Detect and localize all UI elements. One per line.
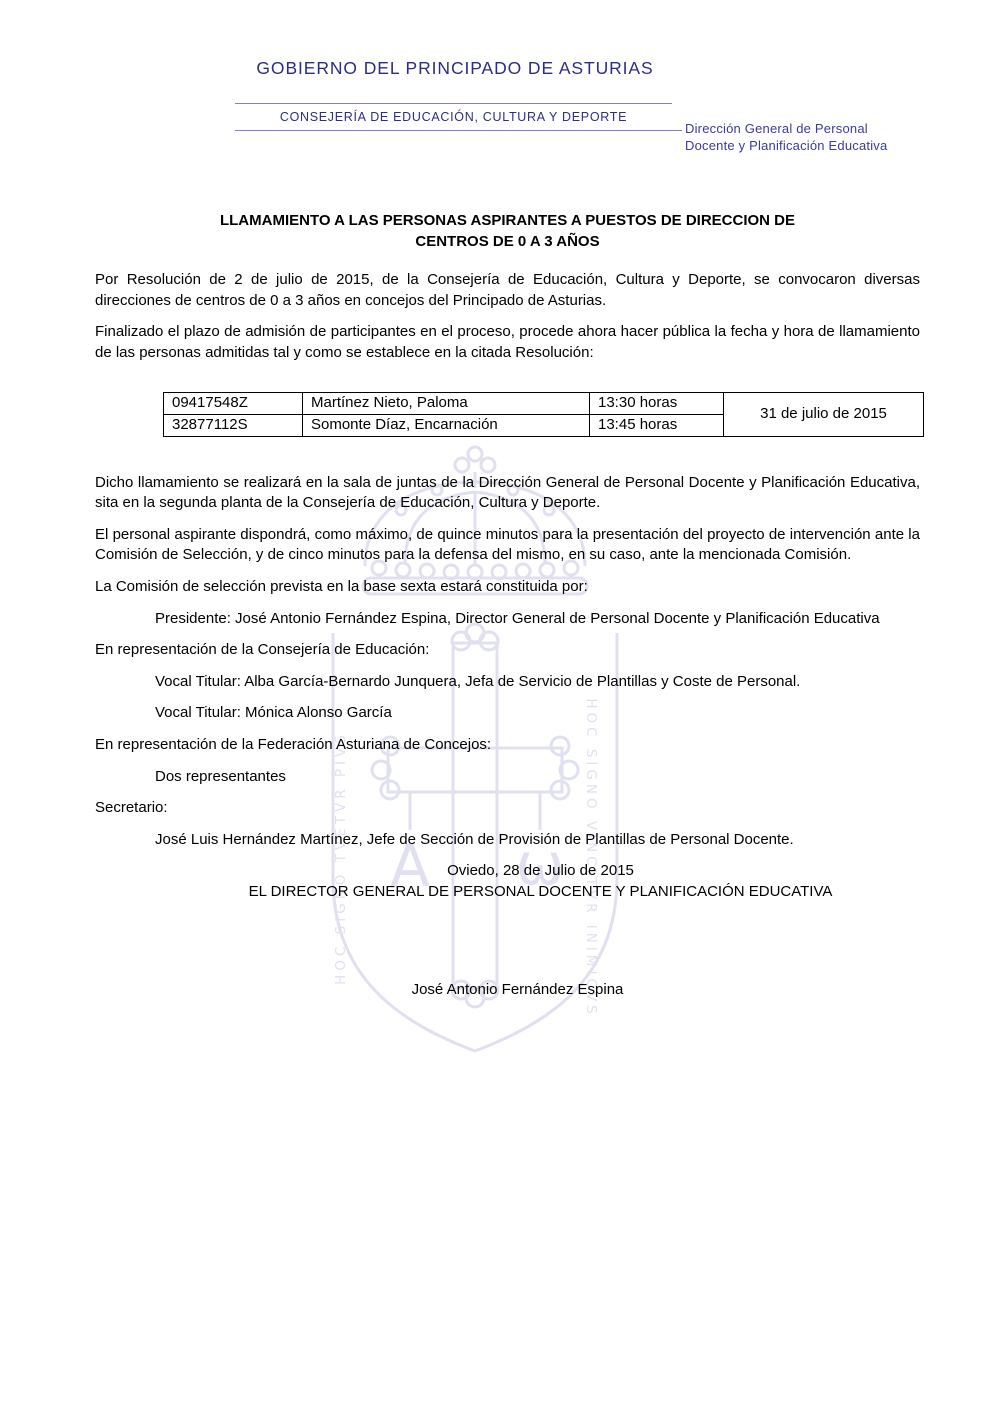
committee-secretary-label: Secretario: [95, 799, 168, 817]
header-rule-top [235, 103, 672, 104]
committee-rep-federacion: En representación de la Federación Asturiana de Concejos: [95, 735, 492, 753]
paragraph-lugar: Dicho llamamiento se realizará en la sala de juntas de la Dirección General de Personal Docente y Planificación Educativa, sita en la segunda planta de la Consejería de Educación, Cultura y Deporte. [95, 473, 920, 512]
directorate-title [685, 120, 887, 154]
alpha-glyph: Α [390, 832, 430, 900]
name-cell: Martínez Nieto, Paloma [303, 392, 590, 414]
committee-president: Presidente: José Antonio Fernández Espina, Director General de Personal Docente y Planificación Educativa [155, 609, 880, 627]
committee-secretary-name: José Luis Hernández Martínez, Jefe de Sección de Provisión de Plantillas de Personal Docente. [155, 830, 794, 848]
omega-glyph: ω [515, 830, 565, 898]
schedule-table [163, 392, 924, 437]
document-title [95, 211, 920, 252]
document-body [95, 211, 920, 1001]
directorate-line1: Dirección General de Personal [685, 121, 868, 136]
paragraph-comision: La Comisión de selección prevista en la base sexta estará constituida por: [95, 577, 588, 595]
time-cell: 13:45 horas [590, 414, 724, 436]
name-cell: Somonte Díaz, Encarnación [303, 414, 590, 436]
dni-cell: 32877112S [164, 414, 303, 436]
committee-rep-consejeria: En representación de la Consejería de Educación: [95, 641, 430, 659]
committee-vocal-2: Vocal Titular: Mónica Alonso García [155, 704, 392, 722]
committee-vocal-1: Vocal Titular: Alba García-Bernardo Junquera, Jefa de Servicio de Plantillas y Coste de Personal. [155, 672, 801, 690]
department-title: CONSEJERÍA DE EDUCACIÓN, CULTURA Y DEPORTE [279, 110, 628, 124]
time-cell: 13:30 horas [590, 392, 724, 414]
government-title: GOBIERNO DEL PRINCIPADO DE ASTURIAS [256, 58, 654, 78]
document-title-line1: LLAMAMIENTO A LAS PERSONAS ASPIRANTES A PUESTOS DE DIRECCION DE [219, 212, 796, 229]
closing-block [161, 861, 920, 902]
watermark-motto-right: HOC SIGNO VINCITVR INIMICVS [583, 698, 599, 1018]
directorate-line2: Docente y Planificación Educativa [685, 138, 888, 153]
date-cell: 31 de julio de 2015 [724, 392, 924, 436]
paragraph-resolucion: Por Resolución de 2 de julio de 2015, de la Consejería de Educación, Cultura y Deporte, se convocaron diversas direcciones de centros de 0 a 3 años en concejos del Principado de Asturias. [95, 271, 920, 309]
document-title-line2: CENTROS DE 0 A 3 AÑOS [415, 232, 600, 250]
signer-title: EL DIRECTOR GENERAL DE PERSONAL DOCENTE Y PLANIFICACIÓN EDUCATIVA [248, 882, 833, 900]
paragraph-tiempos: El personal aspirante dispondrá, como máximo, de quince minutos para la presentación del proyecto de intervención ante la Comisión de Selección, y de cinco minutos para la defensa del mismo, en su caso, ante la mencionada Comisión. [95, 525, 920, 564]
dni-cell: 09417548Z [164, 392, 303, 414]
paragraph-plazo: Finalizado el plazo de admisión de participantes en el proceso, procede ahora hacer pública la fecha y hora de llamamiento de las personas admitidas tal y como se establece en la citada Resolución: [95, 323, 920, 361]
header-rule-bottom [235, 130, 682, 131]
watermark-motto-left: HOC SIGNO TVETVR PIVS [333, 731, 349, 985]
committee-representatives: Dos representantes [155, 767, 286, 785]
table-row [164, 392, 924, 414]
signer-name: José Antonio Fernández Espina [411, 981, 624, 999]
place-date: Oviedo, 28 de Julio de 2015 [447, 862, 634, 880]
